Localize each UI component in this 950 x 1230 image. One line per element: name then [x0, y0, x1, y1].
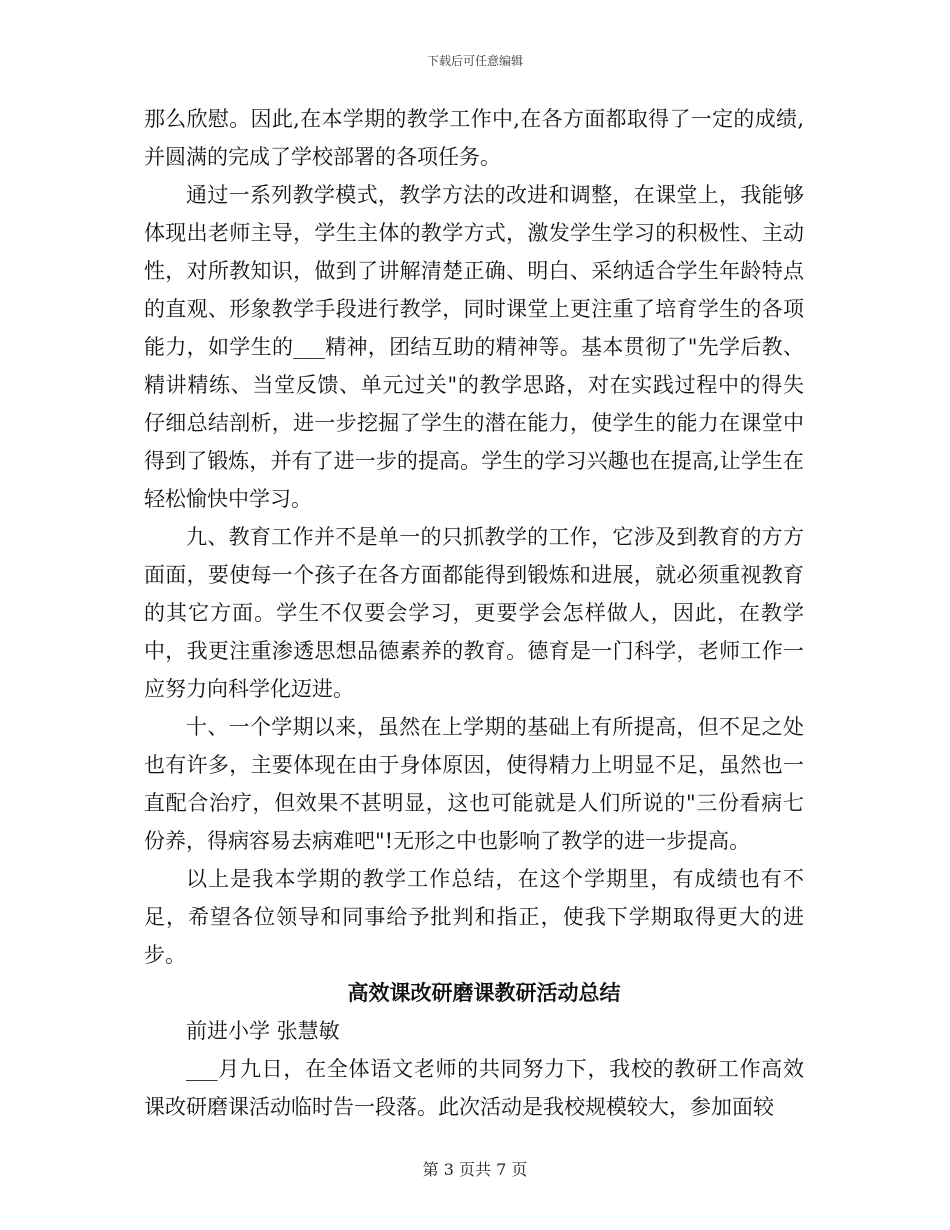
section-intro: ___月九日，在全体语文老师的共同努力下，我校的教研工作高效课改研磨课活动临时告一段落。此次活动是我校规模较大，参加面较 [144, 1057, 804, 1119]
paragraph-summary: 以上是我本学期的教学工作总结，在这个学期里，有成绩也有不足，希望各位领导和同事给予批判和指正，使我下学期取得更大的进步。 [144, 867, 804, 967]
paragraph-continuation: 那么欣慰。因此,在本学期的教学工作中,在各方面都取得了一定的成绩,并圆满的完成了学校部署的各项任务。 [144, 107, 804, 169]
page-header: 下载后可任意编辑 [426, 54, 523, 68]
document-body [144, 100, 804, 1126]
paragraph-ten-shortcomings: 十、一个学期以来，虽然在上学期的基础上有所提高，但不足之处也有许多，主要体现在由于身体原因，使得精力上明显不足，虽然也一直配合治疗，但效果不甚明显，这也可能就是人们所说的"三份看病七份养，得病容易去病难吧"!无形之中也影响了教学的进一步提高。 [144, 715, 804, 853]
paragraph-teaching-methods: 通过一系列教学模式，教学方法的改进和调整，在课堂上，我能够体现出老师主导，学生主体的教学方式，激发学生学习的积极性、主动性，对所教知识，做到了讲解清楚正确、明白、采纳适合学生年龄特点的直观、形象教学手段进行教学，同时课堂上更注重了培育学生的各项能力，如学生的___精神，团结互助的精神等。基本贯彻了"先学后教、精讲精练、当堂反馈、单元过关"的教学思路，对在实践过程中的得失仔细总结剖析，进一步挖掘了学生的潜在能力，使学生的能力在课堂中得到了锻炼，并有了进一步的提高。学生的学习兴趣也在提高,让学生在轻松愉快中学习。 [144, 183, 804, 511]
section-title: 高效课改研磨课教研活动总结 [347, 980, 621, 1005]
section-author: 前进小学 张慧敏 [186, 1019, 340, 1043]
page-footer: 第 3 页共 7 页 [422, 1160, 528, 1179]
paragraph-nine-education: 九、教育工作并不是单一的只抓教学的工作，它涉及到教育的方方面面，要使每一个孩子在各方面都能得到锻炼和进展，就必须重视教育的其它方面。学生不仅要会学习，更要学会怎样做人，因此，在教学中，我更注重渗透思想品德素养的教育。德育是一门科学，老师工作一应努力向科学化迈进。 [144, 525, 804, 701]
